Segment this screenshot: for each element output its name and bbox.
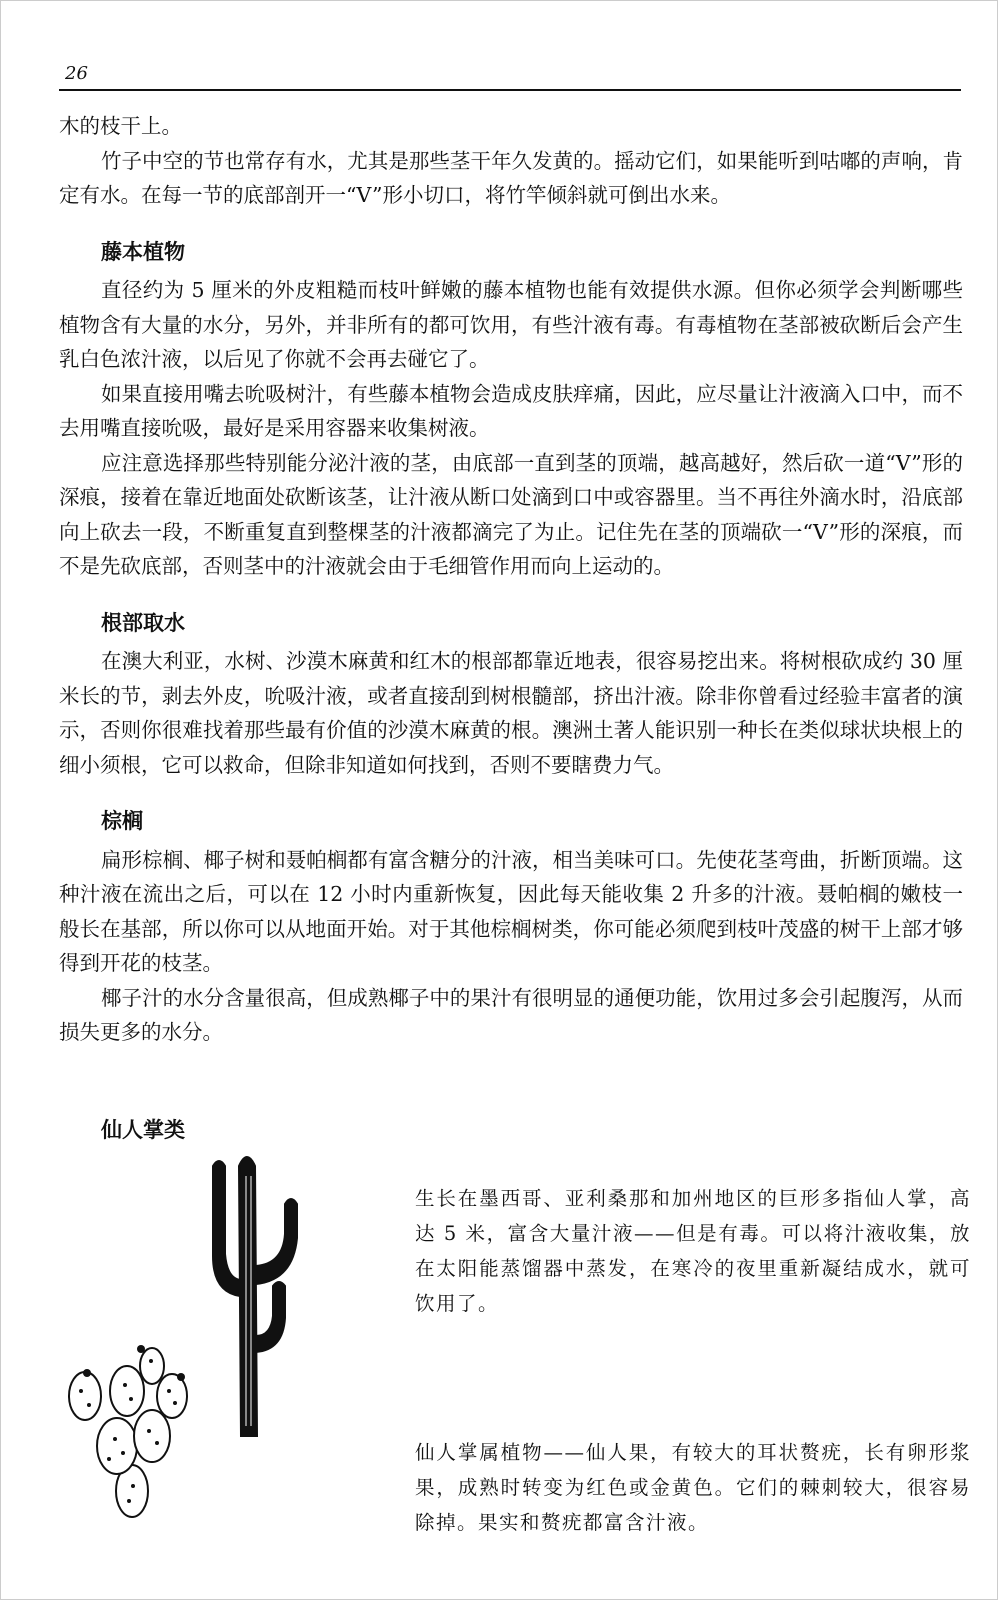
body-text (59, 109, 963, 1050)
saguaro-caption: 生长在墨西哥、亚利桑那和加州地区的巨形多指仙人掌，高达 5 米，富含大量汁液——但是有毒。可以将汁液收集，放在太阳能蒸馏器中蒸发，在寒冷的夜里重新凝结成水，就可饮用了。 (415, 1187, 971, 1315)
paragraph-continuation: 木的枝干上。 (59, 114, 182, 138)
paragraph-vines-3: 应注意选择那些特别能分泌汁液的茎，由底部一直到茎的顶端，越高越好，然后砍一道“V”形的深痕，接着在靠近地面处砍断该茎，让汁液从断口处滴到口中或容器里。当不再往外滴水时，沿底部向上砍去一段，不断重复直到整棵茎的汁液都滴完了为止。记住先在茎的顶端砍一“V”形的深痕，而不是先砍底部，否则茎中的汁液就会由于毛细管作用而向上运动的。 (59, 450, 963, 578)
page-number: 26 (65, 63, 88, 84)
paragraph-palms-1: 扁形棕榈、椰子树和聂帕榈都有富含糖分的汁液，相当美味可口。先使花茎弯曲，折断顶端。这种汁液在流出之后，可以在 12 小时内重新恢复，因此每天能收集 2 升多的汁液。聂帕榈的嫩枝一般长在基部，所以你可以从地面开始。对于其他棕榈树类，你可能必须爬到枝叶茂盛的树干上部才够得到开花的枝茎。 (59, 847, 963, 975)
heading-vines: 藤本植物 (101, 239, 185, 264)
saguaro-cactus-illustration (199, 1146, 309, 1446)
paragraph-roots: 在澳大利亚，水树、沙漠木麻黄和红木的根部都靠近地表，很容易挖出来。将树根砍成约 30 厘米长的节，剥去外皮，吮吸汁液，或者直接刮到树根髓部，挤出汁液。除非你曾看过经验丰富者的演示，否则你很难找着那些最有价值的沙漠木麻黄的根。澳洲土著人能识别一种长在类似球状块根上的细小须根，它可以救命，但除非知道如何找到，否则不要瞎费力气。 (59, 649, 963, 777)
header-rule (59, 89, 961, 91)
paragraph-vines-1: 直径约为 5 厘米的外皮粗糙而枝叶鲜嫩的藤本植物也能有效提供水源。但你必须学会判断哪些植物含有大量的水分，另外，并非所有的都可饮用，有些汁液有毒。有毒植物在茎部被砍断后会产生乳白色浓汁液，以后见了你就不会再去碰它了。 (59, 278, 963, 371)
paragraph-vines-2: 如果直接用嘴去吮吸树汁，有些藤本植物会造成皮肤痒痛，因此，应尽量让汁液滴入口中，而不去用嘴直接吮吸，最好是采用容器来收集树液。 (59, 381, 963, 440)
paragraph-bamboo: 竹子中空的节也常存有水，尤其是那些茎干年久发黄的。摇动它们，如果能听到咕嘟的声响，肯定有水。在每一节的底部剖开一“V”形小切口，将竹竿倾斜就可倒出水来。 (59, 148, 963, 207)
prickly-pear-caption: 仙人掌属植物——仙人果，有较大的耳状赘疣，长有卵形浆果，成熟时转变为红色或金黄色。它们的棘刺较大，很容易除掉。果实和赘疣都富含汁液。 (415, 1441, 971, 1534)
prickly-pear-illustration (57, 1341, 197, 1521)
heading-roots: 根部取水 (101, 610, 185, 635)
heading-palms: 棕榈 (101, 809, 143, 833)
paragraph-palms-2: 椰子汁的水分含量很高，但成熟椰子中的果汁有很明显的通便功能，饮用过多会引起腹泻，从而损失更多的水分。 (59, 985, 963, 1044)
heading-cacti: 仙人掌类 (101, 1118, 185, 1142)
